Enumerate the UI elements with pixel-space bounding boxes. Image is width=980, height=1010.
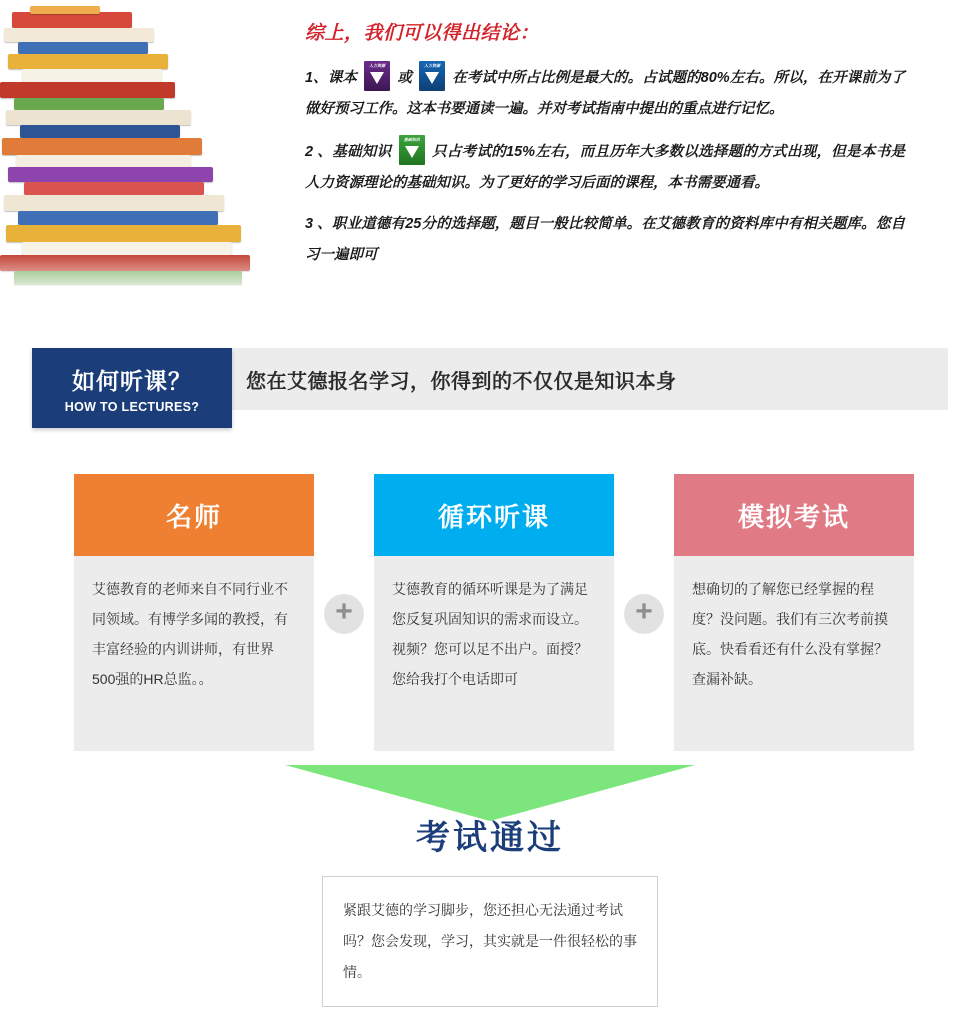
books-fade-bottom	[0, 252, 290, 300]
textbook-blue-label: 人力资源	[424, 63, 441, 68]
textbook-blue-icon	[419, 61, 445, 91]
plus-separator-2	[614, 474, 674, 634]
lecture-headline: 您在艾德报名学习，你得到的不仅仅是知识本身	[246, 370, 677, 393]
pass-note-text: 紧跟艾德的学习脚步，您还担心无法通过考试吗？您会发现，学习，其实就是一件很轻松的事情。	[343, 902, 637, 980]
card-mock-exam	[674, 474, 914, 751]
conclusion-title: 综上，我们可以得出结论：	[305, 23, 540, 44]
conclusion-item-1-seg1: 1、课本	[305, 70, 358, 86]
card-teachers-title: 名师	[74, 474, 314, 556]
conclusion-item-2	[305, 135, 905, 199]
top-section	[0, 0, 980, 310]
bookmark-shape-icon	[425, 72, 439, 84]
card-mock-exam-title: 模拟考试	[674, 474, 914, 556]
conclusion-item-1	[305, 61, 905, 125]
lecture-tag	[32, 348, 232, 428]
card-repeat-lectures-body: 艾德教育的循环听课是为了满足您反复巩固知识的需求而设立。视频？您可以足不出户。面授？您给我打个电话即可	[374, 556, 614, 751]
bookmark-shape-icon	[370, 72, 384, 84]
conclusion-item-1-seg2: 在考试中所占比例是最大的。占试题的80%左右。所以，在开课前为了做好预习工作。这本书要通读一遍。并对考试指南中提出的重点进行记忆。	[305, 70, 906, 117]
conclusion-item-1-mid: 或	[397, 70, 412, 86]
plus-separator-1	[314, 474, 374, 634]
conclusion-block	[305, 18, 905, 281]
conclusion-item-3: 3 、职业道德有25分的选择题，题目一般比较简单。在艾德教育的资料库中有相关题库。您自习一遍即可	[305, 216, 905, 263]
pass-title: 考试通过	[416, 819, 564, 857]
bookmark-shape-icon	[405, 146, 419, 158]
textbook-green-icon	[399, 135, 425, 165]
lecture-tag-en: HOW TO LECTURES?	[64, 399, 200, 414]
books-stack-image	[0, 0, 290, 300]
textbook-purple-label: 人力资源	[369, 63, 386, 68]
card-repeat-lectures-title: 循环听课	[374, 474, 614, 556]
conclusion-item-2-seg1: 2 、基础知识	[305, 144, 392, 160]
pass-note-box	[322, 876, 658, 1007]
card-mock-exam-body: 想确切的了解您已经掌握的程度？没问题。我们有三次考前摸底。快看看还有什么没有掌握？查漏补缺。	[674, 556, 914, 751]
plus-icon: +	[324, 594, 364, 634]
lecture-tag-cn: 如何听课？	[72, 367, 192, 394]
books-fade-right	[250, 0, 290, 300]
card-teachers-body: 艾德教育的老师来自不同行业不同领域。有博学多闻的教授，有丰富经验的内训讲师，有世界500强的HR总监。。	[74, 556, 314, 751]
feature-cards	[74, 474, 914, 751]
plus-icon: +	[624, 594, 664, 634]
conclusion-item-2-seg2: 只占考试的15%左右，而且历年大多数以选择题的方式出现，但是本书是人力资源理论的基础知识。为了更好的学习后面的课程，本书需要通看。	[305, 144, 905, 191]
card-teachers	[74, 474, 314, 751]
card-repeat-lectures	[374, 474, 614, 751]
textbook-purple-icon	[364, 61, 390, 91]
textbook-green-label: 基础知识	[403, 137, 420, 142]
